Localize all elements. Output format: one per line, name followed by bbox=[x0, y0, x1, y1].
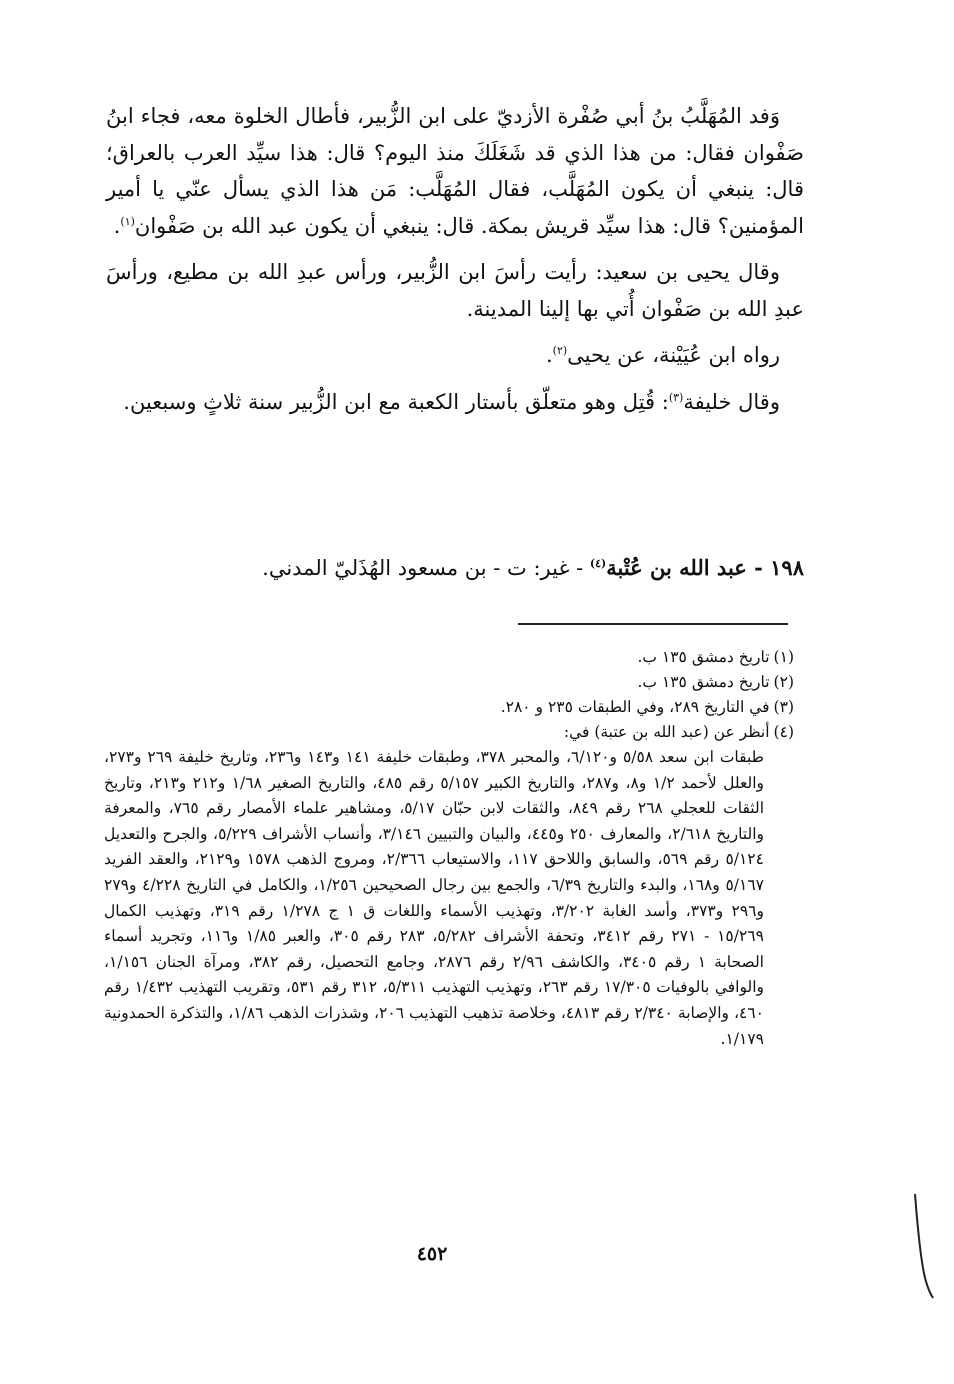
main-text bbox=[106, 98, 804, 420]
footnote-4 bbox=[104, 720, 794, 745]
footnotes bbox=[104, 645, 794, 1052]
footnote-3 bbox=[104, 695, 794, 720]
footnote-text: أنظر عن (عبد الله بن عتبة) في: bbox=[563, 723, 770, 741]
entry-description: - غير: ت - بن مسعود الهُذَليّ المدني. bbox=[262, 556, 590, 580]
footnote-ref-2[interactable]: (٢) bbox=[552, 344, 568, 357]
page-number: ٤٥٢ bbox=[416, 1243, 448, 1265]
paragraph-3-text: رواه ابن عُيَيْنة، عن يحيى bbox=[567, 343, 780, 367]
paragraph-1 bbox=[106, 98, 804, 244]
footnote-number: (١) bbox=[773, 648, 794, 666]
paragraph-4-text-a: وقال خليفة bbox=[683, 389, 780, 414]
paragraph-3-end: . bbox=[545, 343, 553, 367]
footnote-ref-4[interactable]: (٤) bbox=[589, 557, 607, 570]
footnote-text: تاريخ دمشق ١٣٥ ب. bbox=[637, 648, 770, 666]
margin-pen-stroke bbox=[903, 1190, 943, 1300]
biography-entry-heading bbox=[184, 555, 804, 580]
paragraph-1-text: وَفد المُهَلَّبُ بنُ أبي صُفْرة الأزديّ على ابن الزُّبير، فأطال الخلوة معه، فجاء ابنُ صَفْوان فقال: من هذا الذي قد شَغَلَكَ منذ اليوم؟ قال: هذا سيِّد العرب بالعراق؛ قال: ينبغي أن يكون المُهَلَّب، فقال المُهَلَّب: مَن هذا الذي يسأل عنّي يا أمير المؤمنين؟ قال: هذا سيِّد قريش بمكة. قال: ينبغي أن يكون عبد الله بن صَفْوان bbox=[106, 104, 804, 238]
footnote-4-sources: طبقات ابن سعد ٥/٥٨ و٦/١٢٠، والمحبر ٣٧٨، وطبقات خليفة ١٤١ و١٤٣ و٢٣٦، وتاريخ خليفة ٢٦٩ و٢٧٣، والعلل لأحمد ١/٢ و٨، و٢٨٧، والتاريخ الكبير ٥/١٥٧ رقم ٤٨٥، والتاريخ الصغير ١/٦٨ و٢١٢ و٢١٣، وتاريخ الثقات للعجلي ٢٦٨ رقم ٨٤٩، والثقات لابن حبّان ٥/١٧، ومشاهير علماء الأمصار رقم ٧٦٥، والمعرفة والتاريخ ٢/٦١٨، والمعارف ٢٥٠ و٤٤٥، والبيان والتبيين ٣/١٤٦، وأنساب الأشراف ٥/٢٢٩، والجرح والتعديل ٥/١٢٤ رقم ٥٦٩، والسابق واللاحق ١١٧، والاستيعاب ٢/٣٦٦، ومروج الذهب ١٥٧٨ و٢١٢٩، والعقد الفريد ٥/١٦٧ و١٦٨، والبدء والتاريخ ٦/٣٩، والجمع بين رجال الصحيحين ١/٢٥٦، والكامل في التاريخ ٤/٢٢٨ و٢٧٩ و٢٩٦ و٣٧٣، وأسد الغابة ٣/٢٠٢، وتهذيب الأسماء واللغات ق ١ ج ١/٢٧٨ رقم ٣١٩، وتهذيب الكمال ١٥/٢٦٩ - ٢٧١ رقم ٣٤١٢، وتحفة الأشراف ٥/٢٨٢، ٢٨٣ رقم ٣٠٥، والعبر ١/٨٥ و١١٦، وتجريد أسماء الصحابة ١ رقم ٣٤٠٥، والكاشف ٢/٩٦ رقم ٢٨٧٦، وجامع التحصيل، رقم ٣٨٢، ومرآة الجنان ١/١٥٦، والوافي بالوفيات ١٧/٣٠٥ رقم ٢٦٣، وتهذيب التهذيب ٥/٣١١، ٣١٢ رقم ٥٣١، وتقريب التهذيب ١/٤٣٢ رقم ٤٦٠، والإصابة ٢/٣٤٠ رقم ٤٨١٣، وخلاصة تذهيب التهذيب ٢٠٦، وشذرات الذهب ١/٨٦، والتذكرة الحمدونية ١/١٧٩. bbox=[104, 748, 765, 1048]
footnote-number: (٤) bbox=[773, 723, 794, 741]
footnote-text: تاريخ دمشق ١٣٥ ب. bbox=[637, 673, 770, 691]
footnote-ref-3[interactable]: (٣) bbox=[668, 390, 684, 404]
footnote-number: (٢) bbox=[773, 673, 794, 691]
paragraph-1-end: . bbox=[113, 213, 121, 238]
footnote-1 bbox=[104, 645, 794, 670]
paragraph-2: وقال يحيى بن سعيد: رأيت رأسَ ابن الزُّبير، ورأس عبدِ الله بن مطيع، ورأسَ عبدِ الله بن صَفْوان أُتي بها إلينا المدينة. bbox=[106, 260, 804, 321]
paragraph-4 bbox=[106, 384, 804, 421]
entry-title: ١٩٨ - عبد الله بن عُتْبة bbox=[606, 555, 804, 580]
paragraph-3 bbox=[106, 337, 804, 374]
footnote-number: (٣) bbox=[773, 698, 794, 716]
footnote-text: في التاريخ ٢٨٩، وفي الطبقات ٢٣٥ و ٢٨٠. bbox=[500, 698, 770, 716]
paragraph-4-text-b: : قُتِل وهو متعلّق بأستار الكعبة مع ابن الزُّبير سنة ثلاثٍ وسبعين. bbox=[123, 389, 669, 414]
footnote-2 bbox=[104, 670, 794, 695]
footnote-ref-1[interactable]: (١) bbox=[120, 214, 135, 228]
footnote-separator bbox=[518, 623, 788, 625]
